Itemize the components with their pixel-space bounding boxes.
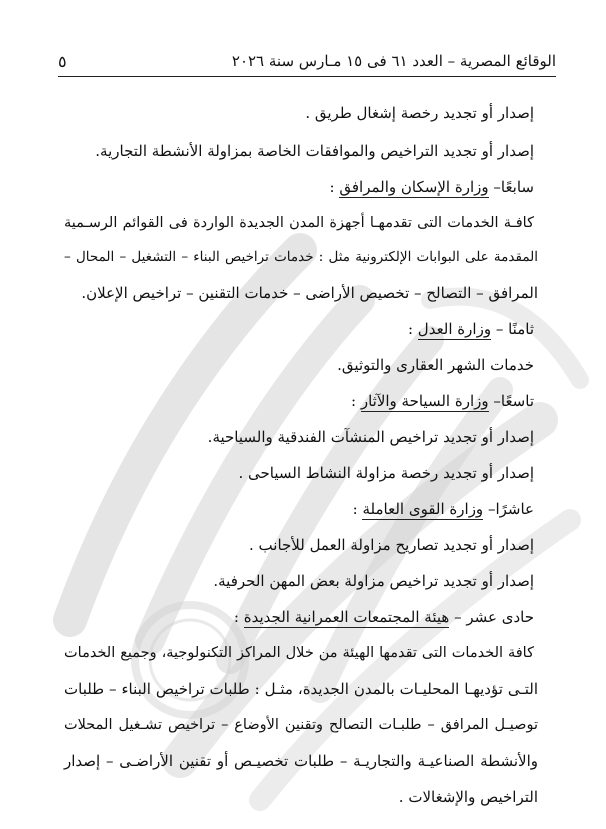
ministry-name: وزارة العدل	[417, 320, 492, 338]
paragraph-line: التـى تؤديهـا المحليـات بالمدن الجديدة، مثـل : طلبات تراخيص البناء – طلبات	[64, 680, 538, 698]
paragraph-line: إصدار أو تجديد تصاريح مزاولة العمل للأجانب .	[249, 536, 534, 554]
section-heading: تاسعًا– وزارة السياحة والآثار :	[351, 392, 534, 410]
header-title: الوقائع المصرية – العدد ٦١ فى ١٥ مـارس سنة ٢٠٢٦	[231, 52, 556, 70]
ministry-name: وزارة السياحة والآثار	[360, 392, 489, 410]
paragraph-line: المرافق – التصالح – تخصيص الأراضى – خدمات التقنين – تراخيص الإعلان.	[81, 284, 538, 302]
paragraph-line: توصيـل المرافق – طلبـات التصالح وتقنين الأوضاع – تراخيص تشـغيل المحلات	[64, 717, 538, 733]
paragraph-line: كافة الخدمات التى تقدمها الهيئة من خلال المراكز التكنولوجية، وجميع الخدمات	[64, 645, 534, 661]
paragraph-line: إصدار أو تجديد رخصة مزاولة النشاط السياحى .	[238, 464, 534, 482]
page-number: ٥	[58, 52, 67, 71]
paragraph-line: والأنشطة الصناعيـة والتجاريـة – طلبات تخصيـص أو تقنين الأراضـى – إصدار	[64, 752, 538, 770]
paragraph-line: كافـة الخدمات التى تقدمهـا أجهزة المدن الجديدة الواردة فى القوائم الرسـمية	[64, 215, 534, 231]
section-heading: ثامنًا – وزارة العدل :	[407, 320, 534, 338]
ministry-name: وزارة الإسكان والمرافق	[339, 178, 489, 196]
paragraph-line: المقدمة على البوابات الإلكترونية مثل : خدمات تراخيص البناء – التشغيل – المحال –	[64, 249, 538, 265]
paragraph-line: إصدار أو تجديد رخصة إشغال طريق .	[305, 104, 534, 122]
authority-name: هيئة المجتمعات العمرانية الجديدة	[243, 608, 450, 626]
paragraph-line: إصدار أو تجديد تراخيص مزاولة بعض المهن الحرفية.	[213, 572, 534, 590]
section-heading: حادى عشر – هيئة المجتمعات العمرانية الجديدة :	[233, 608, 534, 626]
section-heading: عاشرًا– وزارة القوى العاملة :	[352, 500, 534, 518]
paragraph-line: إصدار أو تجديد تراخيص المنشآت الفندقية والسياحية.	[207, 428, 534, 446]
page-header	[58, 50, 556, 77]
paragraph-line: إصدار أو تجديد التراخيص والموافقات الخاصة بمزاولة الأنشطة التجارية.	[95, 142, 534, 160]
paragraph-line: التراخيص والإشغالات .	[398, 788, 538, 806]
section-heading: سابعًا– وزارة الإسكان والمرافق :	[329, 178, 534, 196]
paragraph-line: خدمات الشهر العقارى والتوثيق.	[337, 356, 534, 374]
ministry-name: وزارة القوى العاملة	[362, 500, 484, 518]
